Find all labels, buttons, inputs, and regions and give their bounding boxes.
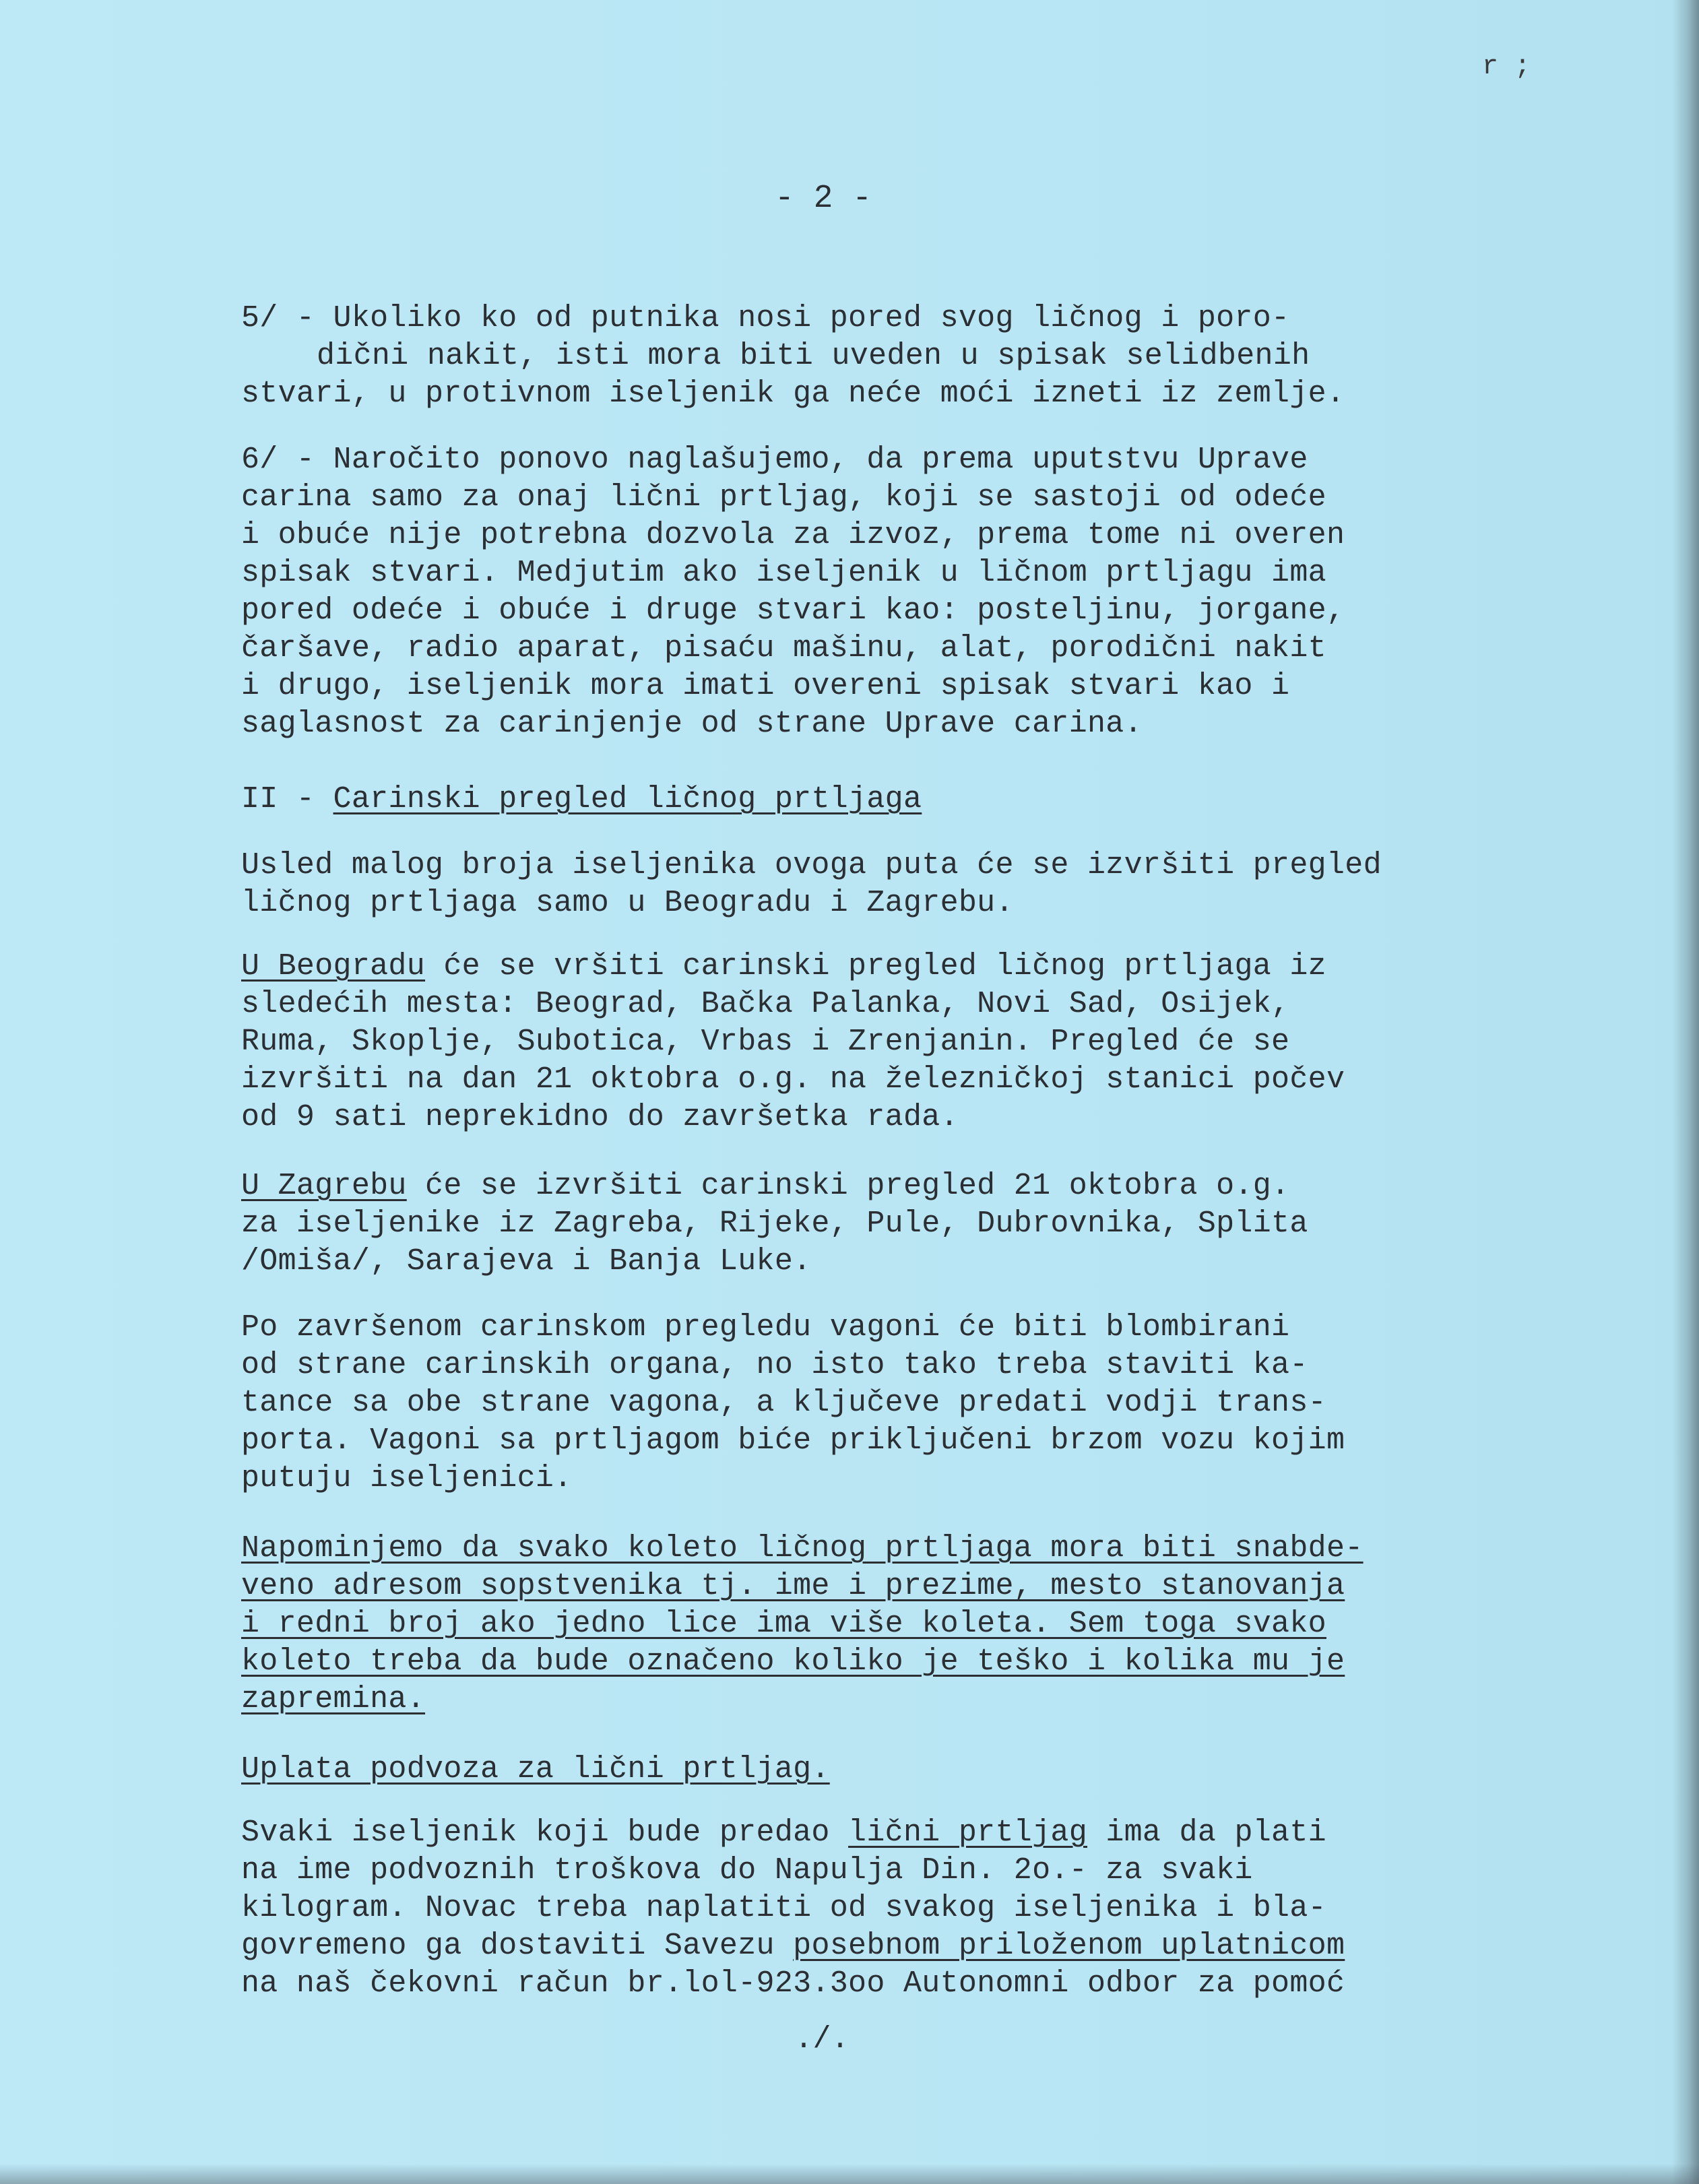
- text-line: 6/ - Naročito ponovo naglašujemo, da prema uputstvu Uprave: [241, 443, 1308, 477]
- text-line: Usled malog broja iseljenika ovoga puta će se izvršiti pregled: [241, 848, 1382, 882]
- underlined-place: U Beogradu: [241, 949, 426, 984]
- text-line: spisak stvari. Medjutim ako iseljenik u ličnom prtljagu ima: [241, 556, 1326, 590]
- text-line: Svaki iseljenik koji bude predao lični prtljag ima da plati: [241, 1816, 1326, 1850]
- underlined-line: koleto treba da bude označeno koliko je teško i kolika mu je: [241, 1644, 1345, 1679]
- underlined-line: i redni broj ako jedno lice ima više koleta. Sem toga svako: [241, 1607, 1326, 1641]
- text-line: izvršiti na dan 21 oktobra o.g. na železničkoj stanici počev: [241, 1062, 1345, 1097]
- text-line: U Zagrebu će se izvršiti carinski pregled 21 oktobra o.g.: [241, 1169, 1290, 1203]
- underlined-phrase: lični prtljag: [848, 1816, 1088, 1850]
- text-line: tance sa obe strane vagona, a ključeve predati vodji trans-: [241, 1386, 1326, 1420]
- corner-mark: r ;: [1482, 52, 1531, 82]
- text-line: od 9 sati neprekidno do završetka rada.: [241, 1100, 959, 1134]
- text-line: od strane carinskih organa, no isto tako treba staviti ka-: [241, 1348, 1308, 1382]
- continuation-mark: ./.: [794, 2022, 850, 2057]
- underlined-line: veno adresom sopstvenika tj. ime i prezime, mesto stanovanja: [241, 1569, 1345, 1603]
- text-line: carina samo za onaj lični prtljag, koji se sastoji od odeće: [241, 480, 1326, 515]
- text-line: sledećih mesta: Beograd, Bačka Palanka, Novi Sad, Osijek,: [241, 987, 1290, 1021]
- text-line: kilogram. Novac treba naplatiti od svakog iseljenika i bla-: [241, 1891, 1326, 1925]
- page-bottom-shadow: [0, 2164, 1699, 2184]
- page-number: - 2 -: [775, 181, 872, 217]
- text-line: putuju iseljenici.: [241, 1461, 573, 1496]
- underlined-place: U Zagrebu: [241, 1169, 407, 1203]
- text-line: saglasnost za carinjenje od strane Uprave carina.: [241, 707, 1143, 741]
- subsection-heading: Uplata podvoza za lični prtljag.: [241, 1752, 830, 1787]
- section-heading: Carinski pregled ličnog prtljaga: [333, 782, 922, 816]
- underlined-phrase: posebnom priloženom uplatnicom: [793, 1929, 1345, 1963]
- text-line: Po završenom carinskom pregledu vagoni će biti blombirani: [241, 1310, 1290, 1345]
- text-line: Ruma, Skoplje, Subotica, Vrbas i Zrenjanin. Pregled će se: [241, 1025, 1290, 1059]
- text-line: stvari, u protivnom iseljenik ga neće moći izneti iz zemlje.: [241, 377, 1345, 411]
- section-number: II -: [241, 782, 333, 816]
- text-line: i obuće nije potrebna dozvola za izvoz, prema tome ni overen: [241, 518, 1345, 552]
- page-edge-shadow: [1672, 0, 1699, 2184]
- underlined-line: zapremina.: [241, 1682, 426, 1716]
- text-line: na ime podvoznih troškova do Napulja Din. 2o.- za svaki: [241, 1853, 1253, 1888]
- text-line: ličnog prtljaga samo u Beogradu i Zagrebu.: [241, 886, 1014, 920]
- text-line: čaršave, radio aparat, pisaću mašinu, alat, porodični nakit: [241, 631, 1326, 666]
- underlined-line: Napominjemo da svako koleto ličnog prtljaga mora biti snabde-: [241, 1531, 1364, 1566]
- text-line: porta. Vagoni sa prtljagom biće priključeni brzom vozu kojim: [241, 1423, 1345, 1458]
- text-line: 5/ - Ukoliko ko od putnika nosi pored svog ličnog i poro-: [241, 301, 1290, 335]
- text-line: U Beogradu će se vršiti carinski pregled ličnog prtljaga iz: [241, 949, 1326, 984]
- text-line: i drugo, iseljenik mora imati overeni spisak stvari kao i: [241, 669, 1290, 703]
- text-line: govremeno ga dostaviti Savezu posebnom priloženom uplatnicom: [241, 1929, 1345, 1963]
- text-line: na naš čekovni račun br.lol-923.3oo Autonomni odbor za pomoć: [241, 1966, 1345, 2001]
- text-line: /Omiša/, Sarajeva i Banja Luke.: [241, 1244, 812, 1279]
- text-line: pored odeće i obuće i druge stvari kao: posteljinu, jorgane,: [241, 593, 1345, 628]
- section-heading-row: [241, 781, 922, 818]
- text-line: za iseljenike iz Zagreba, Rijeke, Pule, Dubrovnika, Splita: [241, 1207, 1308, 1241]
- text-line: dični nakit, isti mora biti uveden u spisak selidbenih: [317, 339, 1310, 373]
